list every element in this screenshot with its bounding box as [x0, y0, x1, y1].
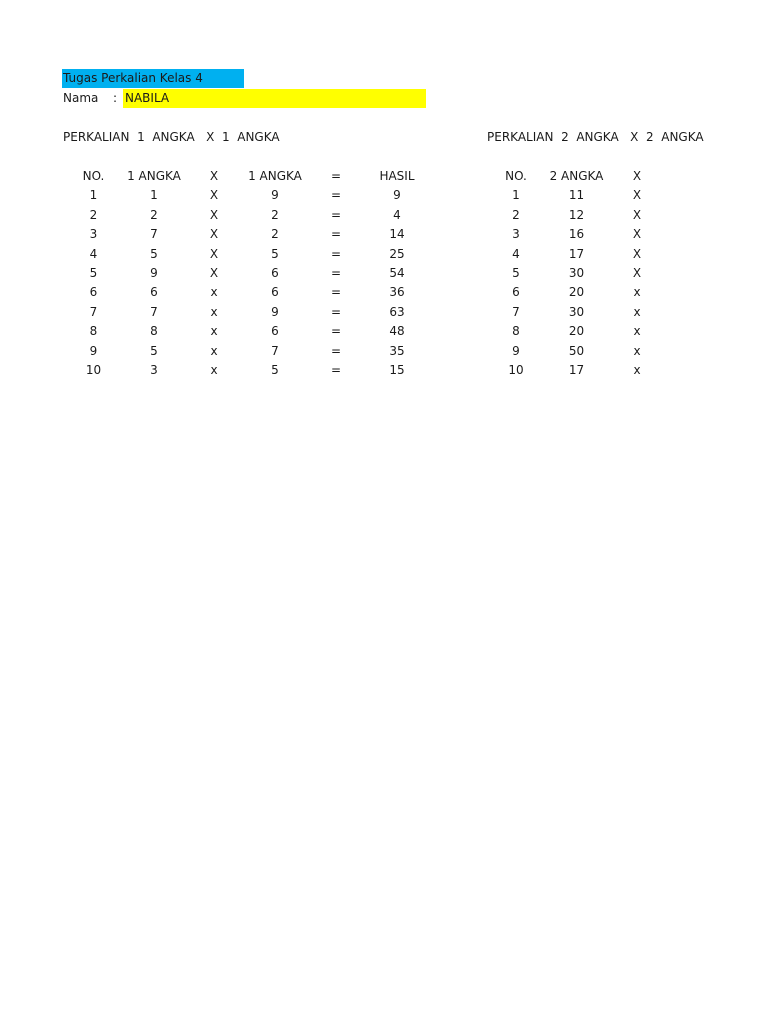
table-cell: x — [210, 304, 218, 319]
table-header-row — [486, 167, 668, 186]
table-cell: 5 — [271, 362, 279, 377]
table-cell: X — [209, 246, 219, 261]
table-cell: x — [633, 362, 641, 377]
table-cell: 25 — [389, 246, 405, 261]
table-cell: = — [330, 285, 342, 300]
table-cell: 7 — [89, 304, 98, 319]
table-row — [63, 361, 428, 380]
table-row — [63, 245, 428, 264]
table-cell: x — [210, 324, 218, 339]
table-cell: = — [330, 207, 342, 222]
table-cell: 50 — [568, 343, 585, 358]
table-cell: 8 — [89, 324, 98, 339]
table-cell: = — [330, 304, 342, 319]
column-header: 1 ANGKA — [248, 169, 302, 183]
table-cell: 5 — [512, 265, 520, 280]
table-row — [63, 342, 428, 361]
table-cell: 1 — [512, 188, 520, 203]
table-cell: 2 — [271, 207, 279, 222]
column-header: 2 ANGKA — [549, 169, 604, 183]
table-row — [486, 186, 668, 205]
name-label: Nama — [63, 91, 99, 105]
table-cell: 14 — [389, 227, 405, 242]
table-cell: 4 — [393, 207, 401, 222]
table-cell: X — [209, 227, 219, 242]
table-cell: 9 — [150, 265, 158, 280]
table-cell: x — [210, 285, 218, 300]
table-row — [486, 283, 668, 302]
table-cell: 30 — [568, 304, 585, 319]
student-name: NABILA — [123, 89, 426, 108]
table-cell: 11 — [568, 188, 585, 203]
table-cell: 1 — [89, 188, 98, 203]
table-cell: 2 — [512, 207, 520, 222]
table-cell: 5 — [150, 246, 158, 261]
table-cell: 2 — [150, 207, 158, 222]
assignment-title: Tugas Perkalian Kelas 4 — [62, 69, 244, 88]
section-2-title: PERKALIAN 2 ANGKA X 2 ANGKA — [487, 130, 704, 144]
table-cell: 6 — [89, 285, 98, 300]
table-cell: 17 — [568, 246, 585, 261]
table-cell: 7 — [150, 304, 158, 319]
table-row — [63, 186, 428, 205]
table-cell: 3 — [89, 227, 98, 242]
column-header: X — [632, 169, 642, 183]
table-cell: 5 — [150, 343, 158, 358]
table-cell: x — [210, 362, 218, 377]
table-row — [486, 264, 668, 283]
column-header: NO. — [505, 169, 527, 183]
column-header: X — [209, 169, 219, 183]
table-cell: 10 — [508, 362, 524, 377]
table-cell: x — [210, 343, 218, 358]
table-cell: 3 — [150, 362, 158, 377]
table-cell: x — [633, 343, 641, 358]
table-cell: = — [330, 188, 342, 203]
column-header: NO. — [82, 169, 105, 183]
table-cell: 9 — [271, 304, 279, 319]
table-cell: 4 — [89, 246, 98, 261]
table-cell: 12 — [568, 207, 585, 222]
table-cell: 1 — [150, 188, 158, 203]
table-cell: 17 — [568, 362, 585, 377]
table-cell: 10 — [85, 362, 102, 377]
section-1-title: PERKALIAN 1 ANGKA X 1 ANGKA — [63, 130, 280, 144]
multiplication-table-2 — [486, 167, 668, 380]
table-cell: 16 — [568, 227, 585, 242]
table-row — [486, 225, 668, 244]
table-row — [486, 342, 668, 361]
table-cell: 6 — [271, 324, 279, 339]
table-cell: x — [633, 285, 641, 300]
table-cell: 8 — [512, 324, 520, 339]
table-cell: 9 — [393, 188, 401, 203]
table-cell: 2 — [89, 207, 98, 222]
table-cell: 6 — [271, 285, 279, 300]
column-header: = — [330, 169, 342, 183]
table-cell: 36 — [389, 285, 405, 300]
column-header: 1 ANGKA — [127, 169, 181, 183]
table-cell: 5 — [271, 246, 279, 261]
table-cell: = — [330, 362, 342, 377]
table-row — [63, 264, 428, 283]
table-cell: 7 — [512, 304, 520, 319]
table-cell: X — [632, 227, 642, 242]
table-row — [63, 303, 428, 322]
table-cell: X — [632, 246, 642, 261]
table-header-row — [63, 167, 428, 186]
table-cell: 9 — [271, 188, 279, 203]
table-cell: 30 — [568, 265, 585, 280]
table-row — [63, 283, 428, 302]
table-cell: 48 — [389, 324, 405, 339]
table-cell: 7 — [271, 343, 279, 358]
table-cell: 7 — [150, 227, 158, 242]
table-cell: x — [633, 324, 641, 339]
table-cell: 4 — [512, 246, 520, 261]
table-cell: X — [209, 207, 219, 222]
table-cell: 54 — [389, 265, 405, 280]
table-cell: 15 — [389, 362, 405, 377]
table-cell: 20 — [568, 285, 585, 300]
table-cell: 9 — [512, 343, 520, 358]
table-cell: X — [632, 265, 642, 280]
name-colon: : — [113, 91, 118, 105]
table-cell: 6 — [271, 265, 279, 280]
table-cell: X — [632, 207, 642, 222]
table-row — [63, 322, 428, 341]
table-cell: 2 — [271, 227, 279, 242]
table-cell: = — [330, 265, 342, 280]
table-row — [63, 225, 428, 244]
table-cell: x — [633, 304, 641, 319]
table-cell: 9 — [89, 343, 98, 358]
table-cell: 6 — [512, 285, 520, 300]
table-row — [486, 361, 668, 380]
table-cell: 8 — [150, 324, 158, 339]
table-cell: X — [209, 188, 219, 203]
multiplication-table-1 — [63, 167, 428, 380]
table-cell: X — [209, 265, 219, 280]
table-row — [486, 206, 668, 225]
table-cell: 5 — [89, 265, 98, 280]
table-cell: = — [330, 324, 342, 339]
table-cell: = — [330, 246, 342, 261]
table-cell: X — [632, 188, 642, 203]
column-header: HASIL — [379, 169, 415, 183]
table-cell: 35 — [389, 343, 405, 358]
table-row — [486, 245, 668, 264]
table-cell: = — [330, 227, 342, 242]
table-cell: = — [330, 343, 342, 358]
table-cell: 63 — [389, 304, 405, 319]
table-cell: 6 — [150, 285, 158, 300]
table-cell: 3 — [512, 227, 520, 242]
table-row — [486, 322, 668, 341]
table-row — [63, 206, 428, 225]
table-cell: 20 — [568, 324, 585, 339]
table-row — [486, 303, 668, 322]
